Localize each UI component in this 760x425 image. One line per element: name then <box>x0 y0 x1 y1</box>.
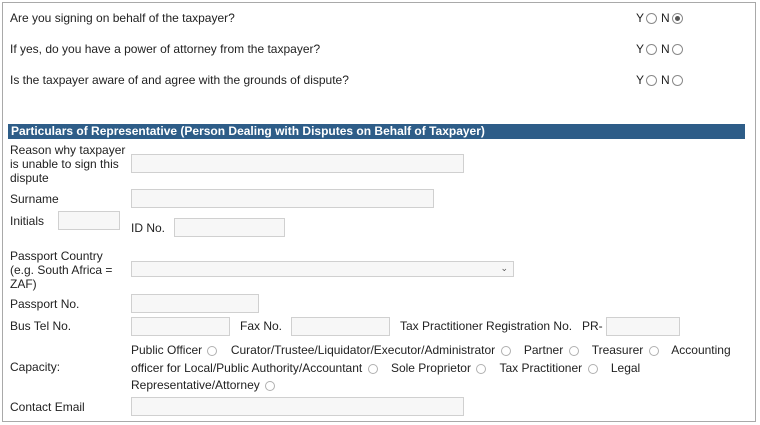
id-label: ID No. <box>131 221 166 235</box>
signing-on-behalf-yes-radio[interactable] <box>646 13 657 24</box>
capacity-curator-radio[interactable] <box>501 346 511 356</box>
taxpayer-aware-no-radio[interactable] <box>672 75 683 86</box>
passport-country-select[interactable] <box>131 261 514 277</box>
power-of-attorney-yes-radio[interactable] <box>646 44 657 55</box>
bus-tel-label: Bus Tel No. <box>10 319 72 333</box>
initials-label: Initials <box>10 214 45 228</box>
capacity-option-treasurer-label: Treasurer <box>591 343 644 357</box>
passport-no-input[interactable] <box>131 294 259 313</box>
surname-label: Surname <box>10 192 59 206</box>
reason-input[interactable] <box>131 154 464 173</box>
id-input[interactable] <box>174 218 285 237</box>
capacity-partner-radio[interactable] <box>569 346 579 356</box>
fax-label: Fax No. <box>240 319 283 333</box>
tax-practitioner-prefix: PR- <box>582 319 603 333</box>
reason-label: Reason why taxpayer is unable to sign this dispute <box>10 143 126 185</box>
capacity-option-partner-label: Partner <box>523 343 564 357</box>
capacity-option-sole-proprietor-label: Sole Proprietor <box>390 361 471 375</box>
capacity-option-representative-label: Representative/Attorney <box>131 378 260 392</box>
capacity-options-row-1 <box>131 343 731 357</box>
power-of-attorney-no-radio[interactable] <box>672 44 683 55</box>
capacity-label: Capacity: <box>10 360 61 374</box>
capacity-options-row-2 <box>131 361 640 375</box>
no-label: N <box>661 11 670 25</box>
section-header-representative: Particulars of Representative (Person Dealing with Disputes on Behalf of Taxpayer) <box>8 124 745 139</box>
capacity-legal-representative-radio[interactable] <box>265 381 275 391</box>
bus-tel-input[interactable] <box>131 317 230 336</box>
contact-email-input[interactable] <box>131 397 464 416</box>
capacity-accounting-officer-radio[interactable] <box>368 364 378 374</box>
capacity-public-officer-radio[interactable] <box>207 346 217 356</box>
surname-input[interactable] <box>131 189 434 208</box>
capacity-option-accounting-label: Accounting <box>671 343 731 357</box>
tax-practitioner-reg-label: Tax Practitioner Registration No. <box>400 319 573 333</box>
question-power-of-attorney: If yes, do you have a power of attorney from the taxpayer? <box>10 42 321 56</box>
no-label: N <box>661 73 670 87</box>
capacity-sole-proprietor-radio[interactable] <box>476 364 486 374</box>
fax-input[interactable] <box>291 317 390 336</box>
question-signing-on-behalf: Are you signing on behalf of the taxpayer? <box>10 11 235 25</box>
capacity-tax-practitioner-radio[interactable] <box>588 364 598 374</box>
initials-input[interactable] <box>58 211 120 230</box>
taxpayer-aware-yes-radio[interactable] <box>646 75 657 86</box>
question-power-of-attorney-options <box>636 42 687 56</box>
chevron-down-icon: ⌄ <box>500 263 508 273</box>
capacity-option-legal-label: Legal <box>610 361 641 375</box>
no-label: N <box>661 42 670 56</box>
capacity-option-accounting-officer-label: officer for Local/Public Authority/Accountant <box>131 361 363 375</box>
passport-no-label: Passport No. <box>10 297 80 311</box>
passport-country-label: Passport Country (e.g. South Africa = ZAF) <box>10 249 113 291</box>
yes-label: Y <box>636 11 645 25</box>
capacity-treasurer-radio[interactable] <box>649 346 659 356</box>
question-signing-on-behalf-options <box>636 11 687 25</box>
question-taxpayer-aware: Is the taxpayer aware of and agree with the grounds of dispute? <box>10 73 349 87</box>
capacity-option-public-officer-label: Public Officer <box>131 343 203 357</box>
question-taxpayer-aware-options <box>636 73 687 87</box>
contact-email-label: Contact Email <box>10 400 85 414</box>
capacity-option-curator-label: Curator/Trustee/Liquidator/Executor/Administrator <box>230 343 496 357</box>
capacity-options-row-3 <box>131 378 285 392</box>
yes-label: Y <box>636 73 645 87</box>
capacity-option-tax-practitioner-label: Tax Practitioner <box>499 361 583 375</box>
yes-label: Y <box>636 42 645 56</box>
signing-on-behalf-no-radio[interactable] <box>672 13 683 24</box>
tax-practitioner-reg-input[interactable] <box>606 317 680 336</box>
